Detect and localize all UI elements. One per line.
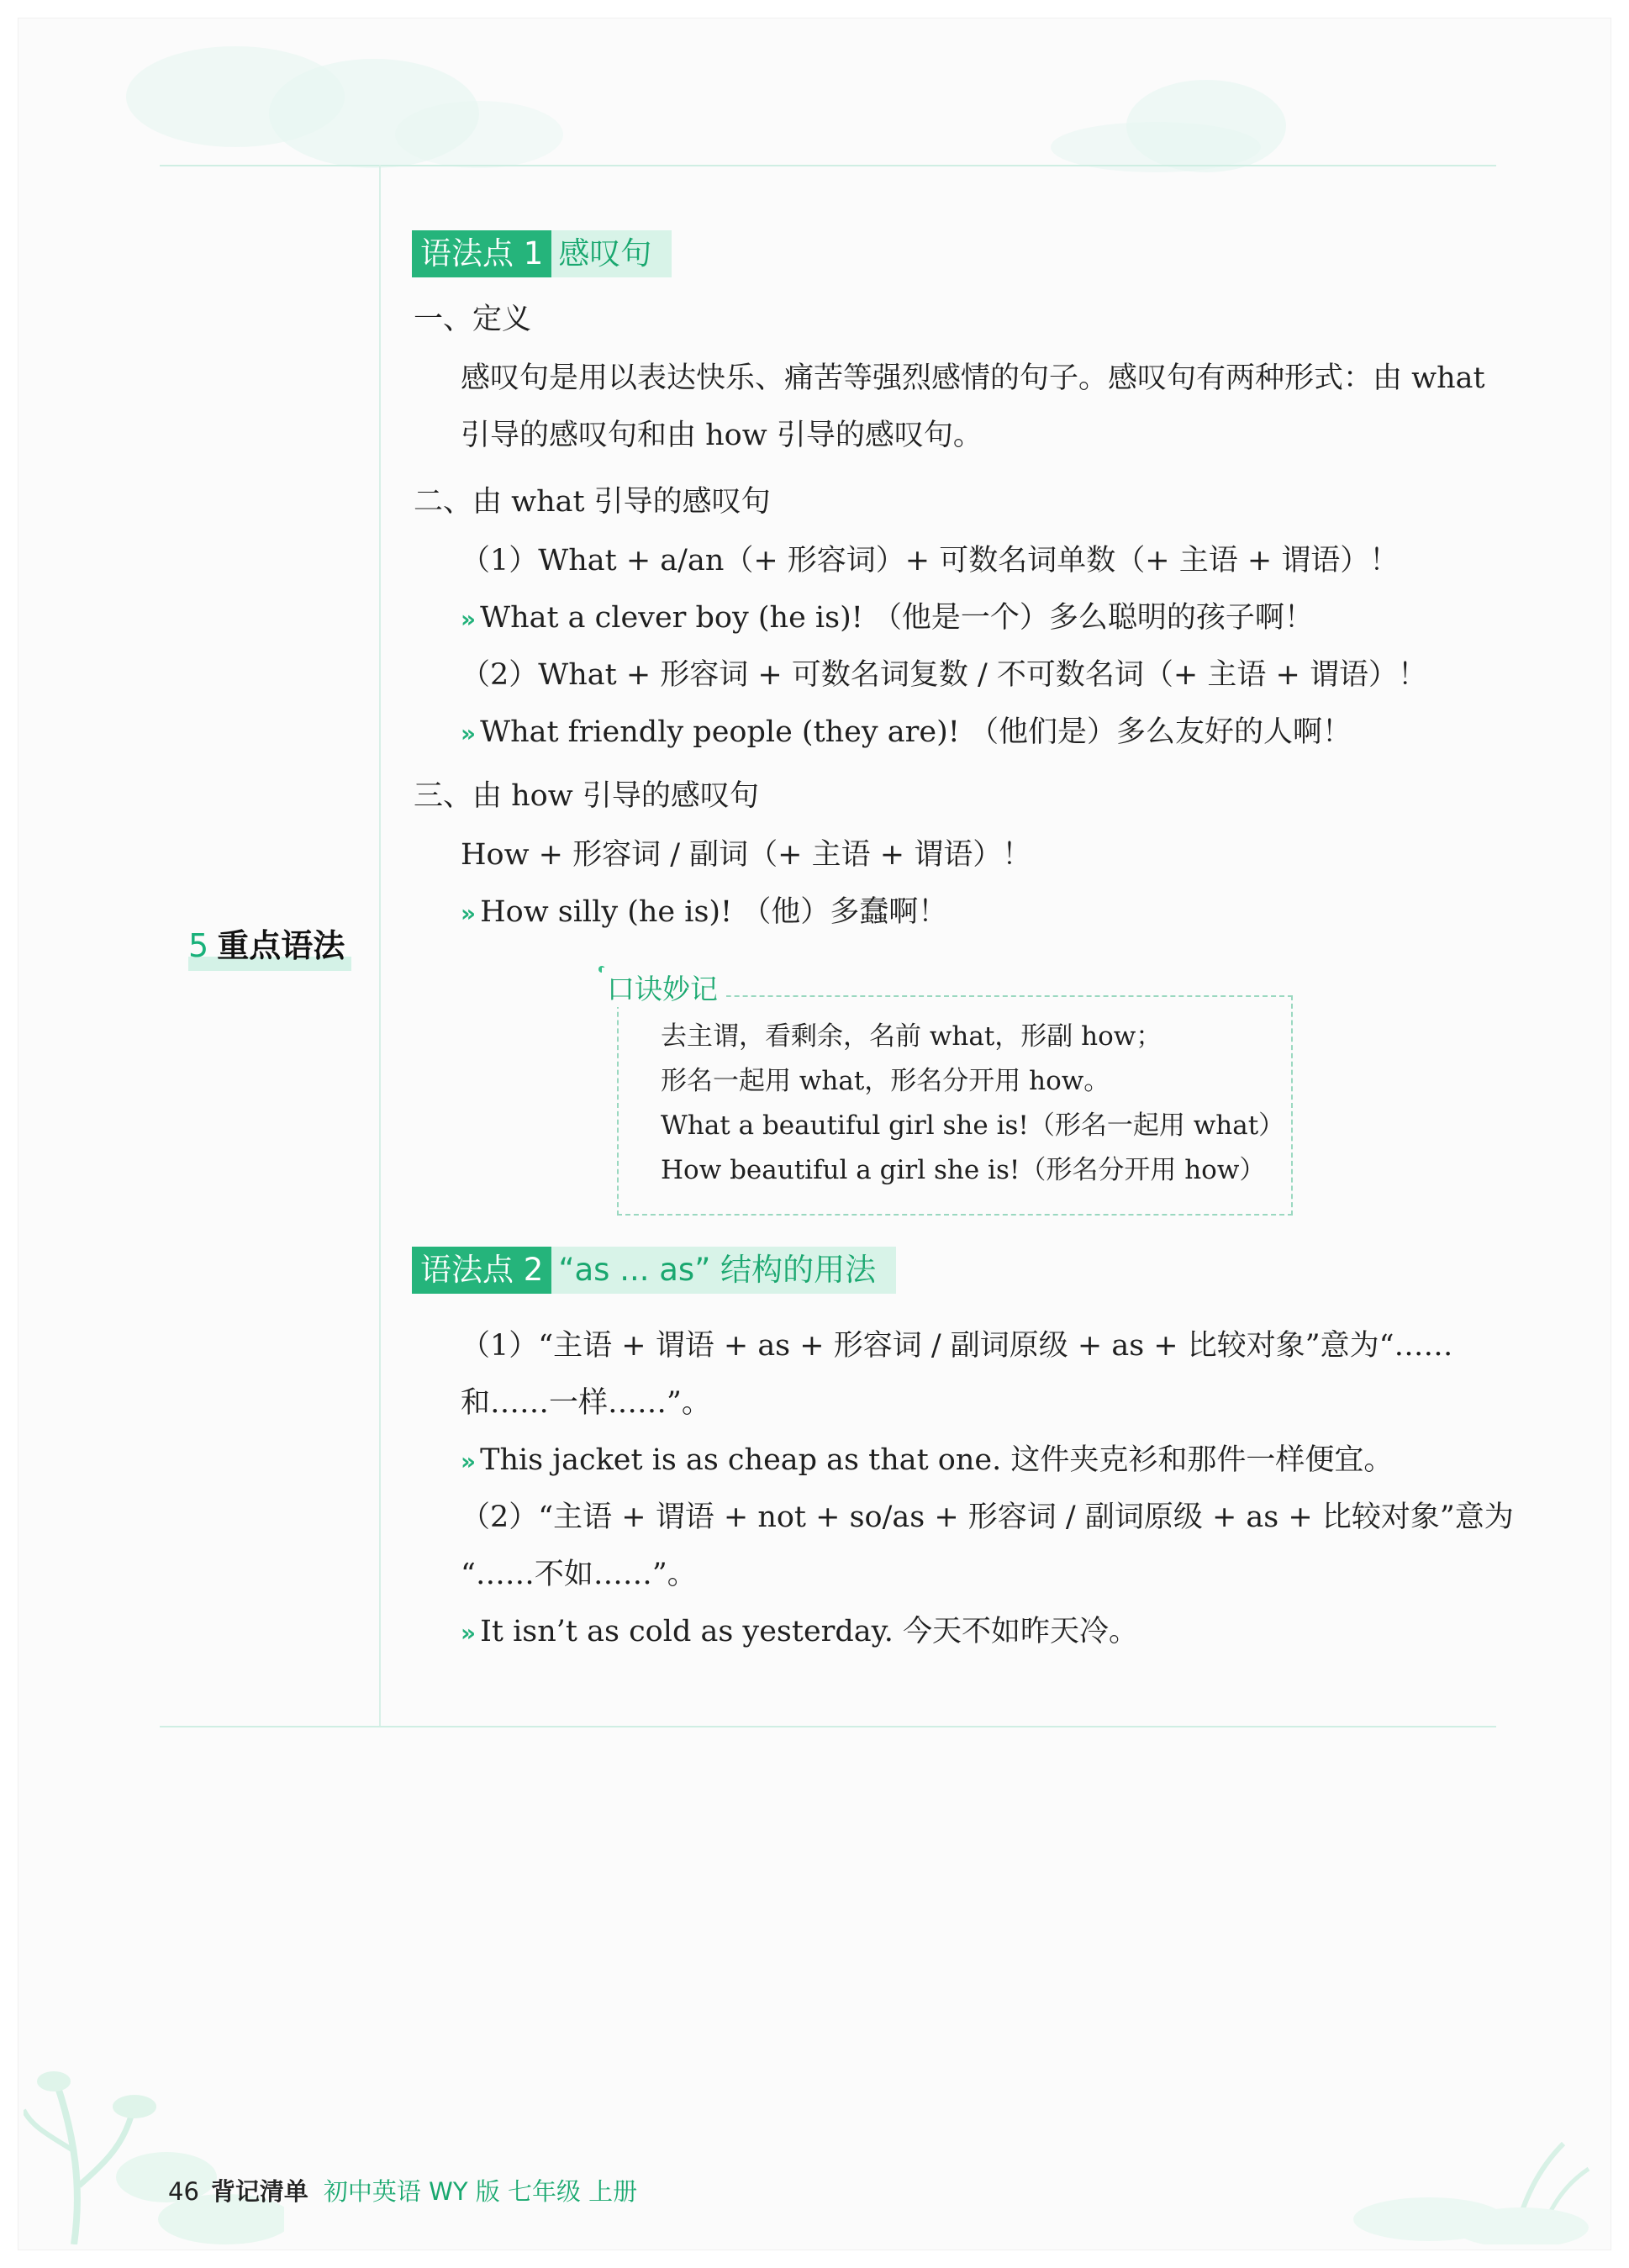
double-chevron-right-icon: » bbox=[461, 1619, 472, 1647]
memo-line-1: 去主谓，看剩余，名前 what，形副 how； bbox=[661, 1021, 1162, 1052]
page-number: 46 bbox=[168, 2177, 199, 2206]
as-example-2-text: It isn’t as cold as yesterday. 今天不如昨天冷。 bbox=[480, 1615, 1139, 1648]
grammar-point-1-tag: 语法点 1 bbox=[412, 230, 551, 277]
memo-line-3: What a beautiful girl she is!（形名一起用 what） bbox=[661, 1110, 1285, 1141]
as-rule-1-line-2: 和……一样……”。 bbox=[461, 1386, 711, 1420]
what-example-1-text: What a clever boy (he is)! （他是一个）多么聪明的孩子啊！ bbox=[480, 601, 1314, 635]
grammar-point-1-title: 感叹句 bbox=[551, 230, 672, 277]
memo-title: 口诀妙记 bbox=[602, 968, 726, 1007]
memo-line-4: How beautiful a girl she is!（形名分开用 how） bbox=[661, 1155, 1266, 1185]
section-label bbox=[188, 920, 351, 971]
how-rule: How + 形容词 / 副词（+ 主语 + 谓语）！ bbox=[461, 838, 1032, 872]
bottom-rule bbox=[160, 1726, 1496, 1727]
grammar-point-1-heading bbox=[412, 230, 672, 277]
grammar-point-2-title: “as ... as” 结构的用法 bbox=[551, 1247, 896, 1294]
book-title: 背记清单 bbox=[210, 2177, 308, 2206]
book-subtitle: 初中英语 WY 版 七年级 上册 bbox=[323, 2177, 638, 2206]
top-rule bbox=[160, 165, 1496, 166]
grammar-point-2-tag: 语法点 2 bbox=[412, 1247, 551, 1294]
memo-line-2: 形名一起用 what，形名分开用 how。 bbox=[661, 1066, 1110, 1096]
grass-decoration-icon bbox=[1345, 2076, 1597, 2244]
double-chevron-right-icon: » bbox=[461, 1448, 472, 1475]
what-example-2 bbox=[461, 713, 1352, 753]
definition-line-1: 感叹句是用以表达快乐、痛苦等强烈感情的句子。感叹句有两种形式：由 what bbox=[461, 361, 1485, 395]
what-rule-2: （2）What + 形容词 + 可数名词复数 / 不可数名词（+ 主语 + 谓语）！ bbox=[461, 658, 1427, 692]
section-number: 5 bbox=[188, 927, 209, 964]
what-rule-1: （1）What + a/an（+ 形容词）+ 可数名词单数（+ 主语 + 谓语）！ bbox=[461, 544, 1400, 578]
section-title: 重点语法 bbox=[217, 927, 345, 964]
double-chevron-right-icon: » bbox=[461, 720, 472, 747]
how-example bbox=[461, 893, 947, 933]
as-rule-1-line-1: （1）“主语 + 谓语 + as + 形容词 / 副词原级 + as + 比较对象”意为“…… bbox=[461, 1329, 1453, 1363]
definition-line-2: 引导的感叹句和由 how 引导的感叹句。 bbox=[461, 419, 983, 452]
definition-heading: 一、定义 bbox=[414, 303, 532, 336]
what-example-1 bbox=[461, 599, 1314, 639]
page-footer bbox=[168, 2173, 637, 2207]
section-divider bbox=[379, 165, 381, 1727]
as-rule-2-line-1: （2）“主语 + 谓语 + not + so/as + 形容词 / 副词原级 + as + 比较对象”意为 bbox=[461, 1501, 1514, 1534]
what-example-2-text: What friendly people (they are)! （他们是）多么友好的人啊！ bbox=[480, 715, 1352, 749]
how-heading: 三、由 how 引导的感叹句 bbox=[414, 779, 759, 813]
cloud-decoration-left-3 bbox=[395, 101, 563, 168]
as-example-1 bbox=[461, 1441, 1393, 1481]
what-heading: 二、由 what 引导的感叹句 bbox=[414, 485, 771, 519]
as-example-2 bbox=[461, 1612, 1138, 1653]
as-example-1-text: This jacket is as cheap as that one. 这件夹克衫和那件一样便宜。 bbox=[480, 1443, 1394, 1477]
double-chevron-right-icon: » bbox=[461, 899, 472, 927]
double-chevron-right-icon: » bbox=[461, 605, 472, 633]
cloud-decoration-right-2 bbox=[1126, 80, 1286, 172]
grammar-point-2-heading bbox=[412, 1247, 896, 1294]
how-example-text: How silly (he is)! （他）多蠢啊！ bbox=[480, 895, 948, 929]
as-rule-2-line-2: “……不如……”。 bbox=[461, 1558, 697, 1591]
